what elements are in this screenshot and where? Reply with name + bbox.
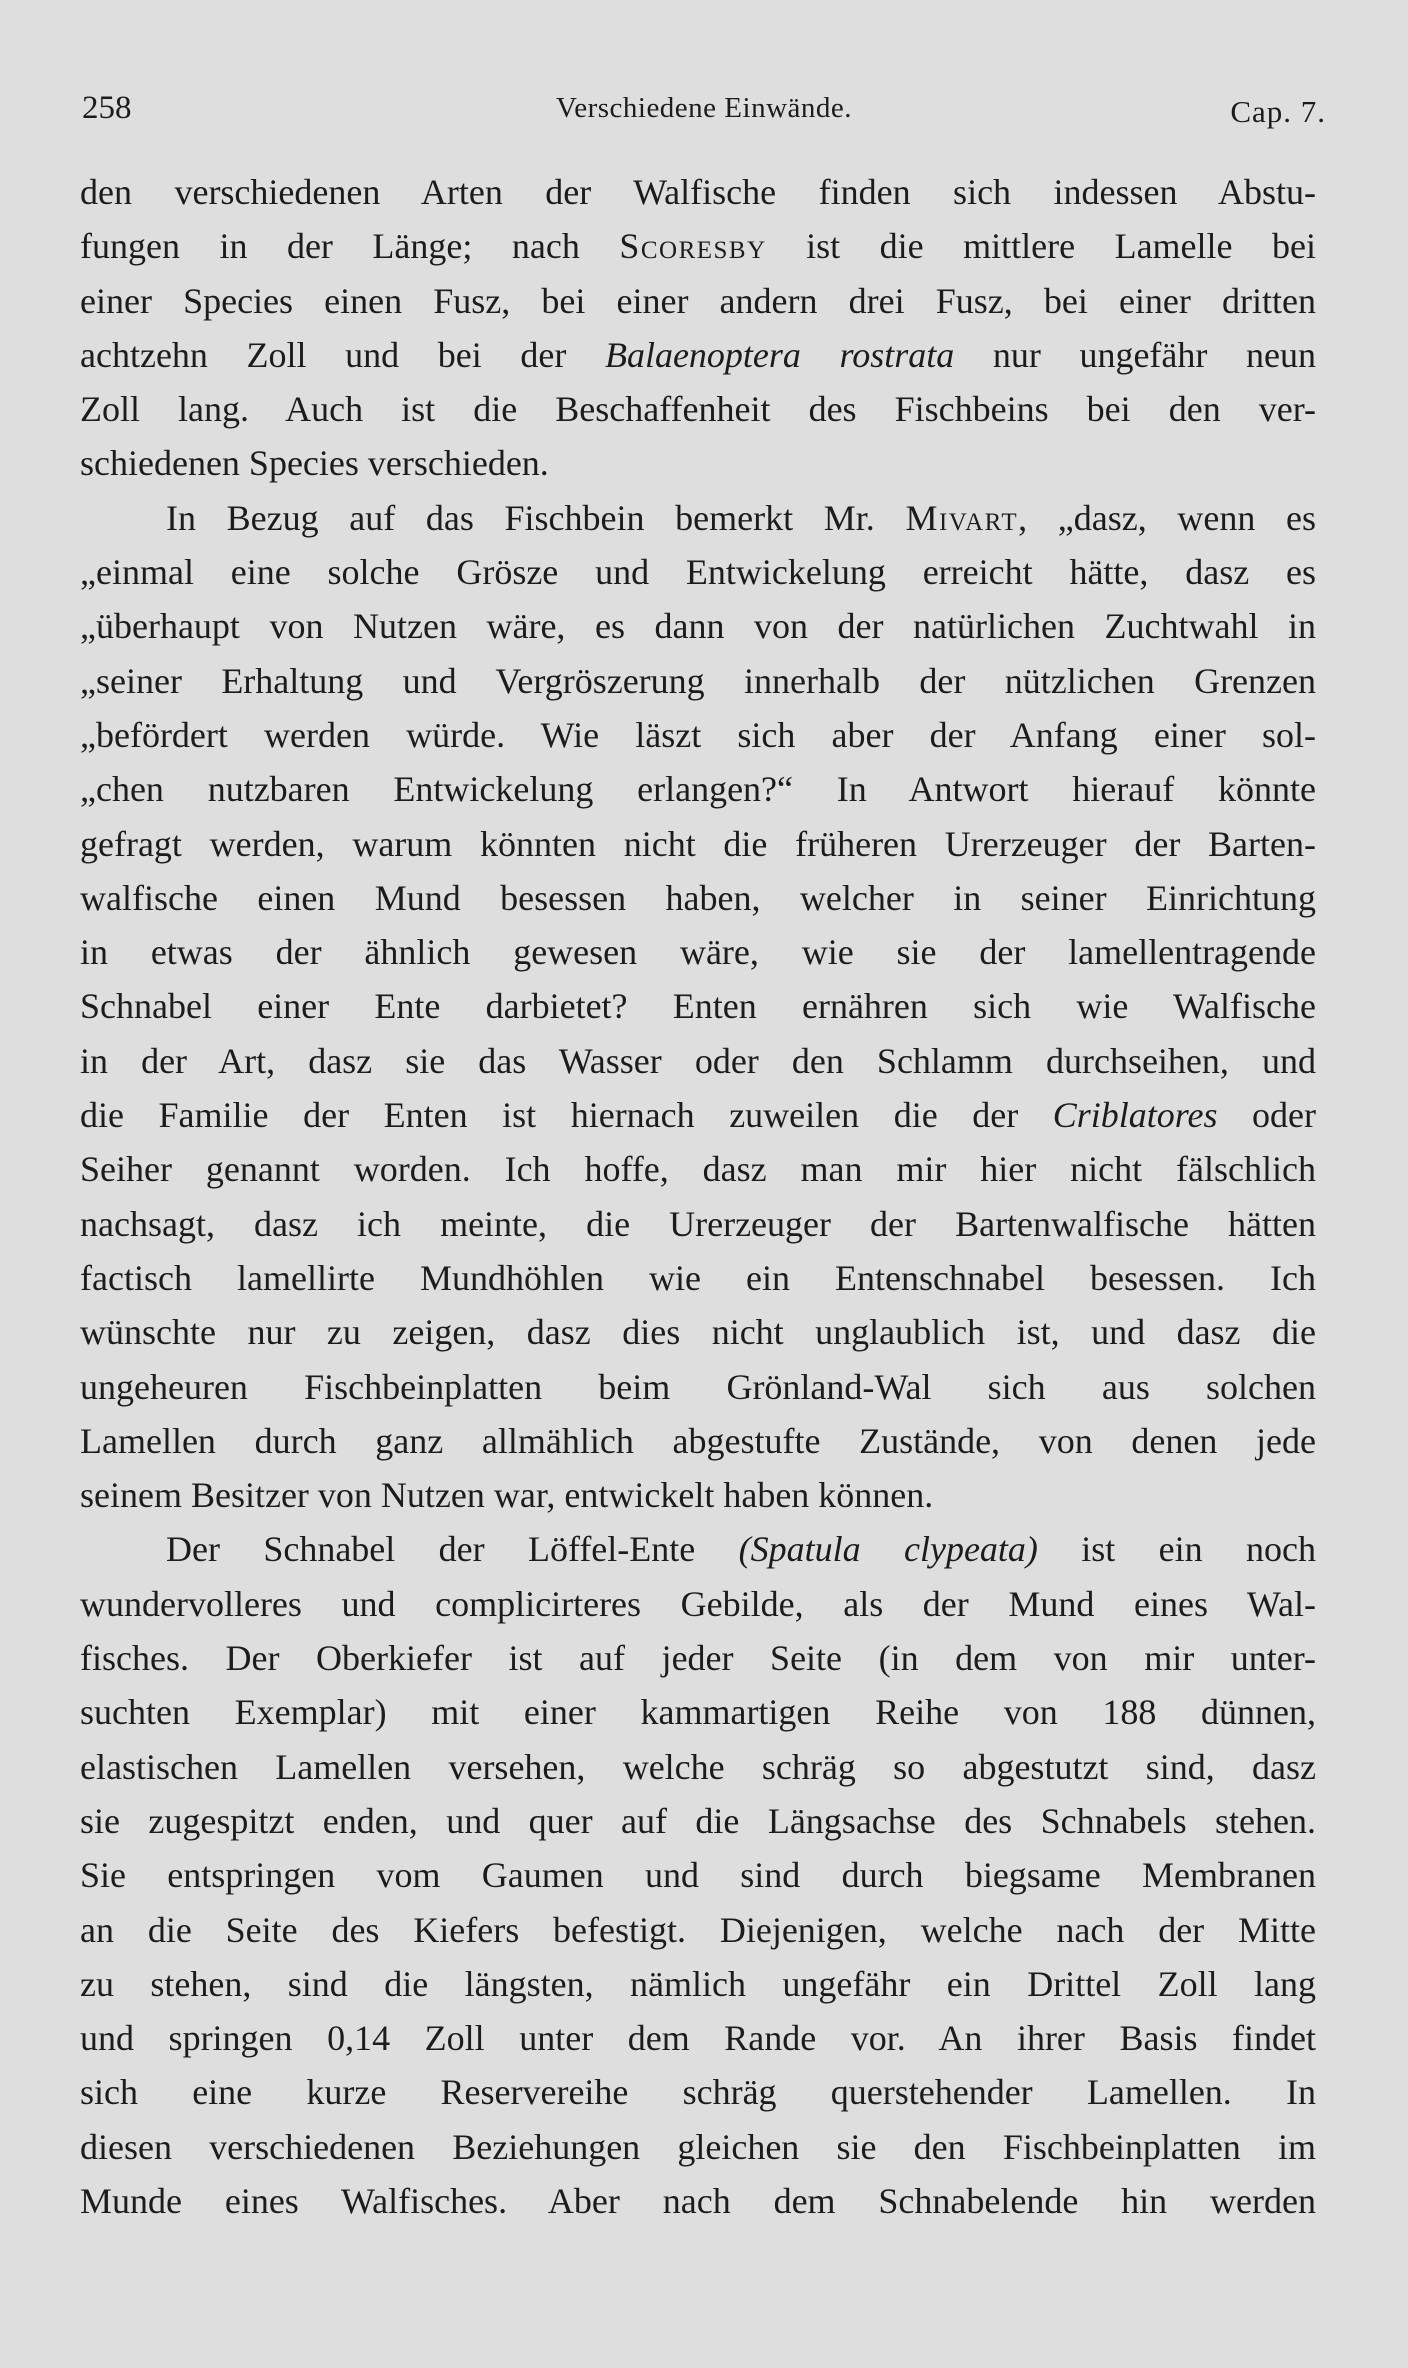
text-line [80,1848,1316,1902]
text-segment: Sie entspringen vom Gaumen und sind durch biegsame Membranen [80,1855,1316,1896]
text-segment: „chen nutzbaren Entwickelung erlangen?“ In Antwort hierauf könnte [80,769,1316,810]
text-line [80,1740,1316,1794]
text-line [80,1034,1316,1088]
page-header [82,84,1326,132]
text-segment: sie zugespitzt enden, und quer auf die Längsachse des Schnabels stehen. [80,1800,1316,1841]
text-line [80,1360,1316,1414]
text-segment: Schnabel einer Ente darbietet? Enten ernähren sich wie Walfische [80,986,1316,1027]
text-segment: wünschte nur zu zeigen, dasz dies nicht unglaublich ist, und dasz die [80,1312,1316,1353]
text-segment: in der Art, dasz sie das Wasser oder den Schlamm durchseihen, und [80,1040,1316,1081]
text-segment: , „dasz, wenn es [1018,497,1316,538]
text-line [80,219,1316,273]
text-segment: fisches. Der Oberkiefer ist auf jeder Seite (in dem von mir unter- [80,1638,1316,1679]
text-segment: einer Species einen Fusz, bei einer andern drei Fusz, bei einer dritten [80,280,1316,321]
text-segment: diesen verschiedenen Beziehungen gleichen sie den Fischbeinplatten im [80,2126,1316,2167]
text-segment: Der Schnabel der Löffel-Ente [166,1529,739,1570]
text-segment: Munde eines Walfisches. Aber nach dem Schnabelende hin werden [80,2180,1316,2221]
text-line [80,545,1316,599]
text-line [80,328,1316,382]
text-line [80,817,1316,871]
text-segment: sich eine kurze Reservereihe schräg querstehender Lamellen. In [80,2072,1316,2113]
author-name: Mivart [905,497,1019,538]
text-line [80,1197,1316,1251]
text-segment: und springen 0,14 Zoll unter dem Rande vor. An ihrer Basis findet [80,2018,1316,2059]
text-line [80,1522,1316,1576]
text-segment: „befördert werden würde. Wie läszt sich aber der Anfang einer sol- [80,714,1316,755]
text-segment: den verschiedenen Arten der Walfische finden sich indessen Abstu- [80,172,1316,212]
text-line [80,1142,1316,1196]
text-line [80,2174,1316,2228]
text-segment: „überhaupt von Nutzen wäre, es dann von der natürlichen Zuchtwahl in [80,606,1316,647]
text-line [80,1903,1316,1957]
text-line [80,1794,1316,1848]
author-name: Scoresby [619,226,767,267]
text-segment: in etwas der ähnlich gewesen wäre, wie sie der lamellentragende [80,932,1316,973]
text-segment: Seiher genannt worden. Ich hoffe, dasz man mir hier nicht fälschlich [80,1149,1316,1190]
text-segment: seinem Besitzer von Nutzen war, entwickelt haben können. [80,1475,934,1516]
text-segment: wundervolleres und complicirteres Gebilde, als der Mund eines Wal- [80,1583,1316,1624]
text-line [80,1685,1316,1739]
text-line [80,1957,1316,2011]
text-line [80,1414,1316,1468]
body-text [80,165,1316,2228]
text-line [80,1305,1316,1359]
text-segment: ist die mittlere Lamelle bei [766,226,1316,267]
text-line [80,654,1316,708]
text-segment: ungeheuren Fischbeinplatten beim Grönland-Wal sich aus solchen [80,1366,1316,1407]
text-line [80,274,1316,328]
text-line [80,436,1316,490]
text-line [80,925,1316,979]
text-segment: In Bezug auf das Fischbein bemerkt Mr. [166,497,906,538]
text-segment: achtzehn Zoll und bei der [80,334,605,375]
text-line [80,979,1316,1033]
text-line [80,1468,1316,1522]
text-segment: die Familie der Enten ist hiernach zuweilen die der [80,1095,1053,1136]
text-segment: zu stehen, sind die längsten, nämlich ungefähr ein Drittel Zoll lang [80,1963,1316,2004]
text-segment: „einmal eine solche Grösze und Entwickelung erreicht hätte, dasz es [80,552,1316,593]
text-segment: nur ungefähr neun [954,334,1316,375]
text-segment: gefragt werden, warum könnten nicht die früheren Urerzeuger der Barten- [80,823,1316,864]
text-line [80,708,1316,762]
text-line [80,1251,1316,1305]
italic-term: Criblatores [1052,1095,1218,1136]
text-segment: nachsagt, dasz ich meinte, die Urerzeuger der Bartenwalfische hätten [80,1203,1316,1244]
text-line [80,1631,1316,1685]
italic-term: (Spatula clypeata) [738,1529,1038,1570]
text-line [80,2120,1316,2174]
text-segment: oder [1217,1095,1316,1136]
text-line [80,382,1316,436]
text-segment: fungen in der Länge; nach [80,226,620,267]
text-line [80,491,1316,545]
text-line [80,762,1316,816]
text-line [80,2011,1316,2065]
text-line [80,2065,1316,2119]
text-line [80,1088,1316,1142]
text-segment: Zoll lang. Auch ist die Beschaffenheit des Fischbeins bei den ver- [80,389,1316,430]
text-line [80,871,1316,925]
text-segment: Lamellen durch ganz allmählich abgestufte Zustände, von denen jede [80,1420,1316,1461]
text-line [80,599,1316,653]
running-title: Verschiedene Einwände. [555,92,853,124]
text-line [80,1577,1316,1631]
text-line [80,165,1316,219]
page-number: 258 [82,90,132,126]
text-segment: suchten Exemplar) mit einer kammartigen Reihe von 188 dünnen, [80,1692,1316,1733]
chapter-label: Cap. 7. [1230,94,1326,129]
text-segment: „seiner Erhaltung und Vergröszerung innerhalb der nützlichen Grenzen [80,660,1316,701]
text-segment: ist ein noch [1037,1529,1316,1570]
italic-term: Balaenoptera rostrata [604,334,955,375]
text-segment: walfische einen Mund besessen haben, welcher in seiner Einrichtung [80,877,1316,918]
text-segment: schiedenen Species verschieden. [80,443,549,484]
text-segment: an die Seite des Kiefers befestigt. Diejenigen, welche nach der Mitte [80,1909,1316,1950]
text-segment: elastischen Lamellen versehen, welche schräg so abgestutzt sind, dasz [80,1746,1316,1787]
text-segment: factisch lamellirte Mundhöhlen wie ein Entenschnabel besessen. Ich [80,1257,1316,1298]
